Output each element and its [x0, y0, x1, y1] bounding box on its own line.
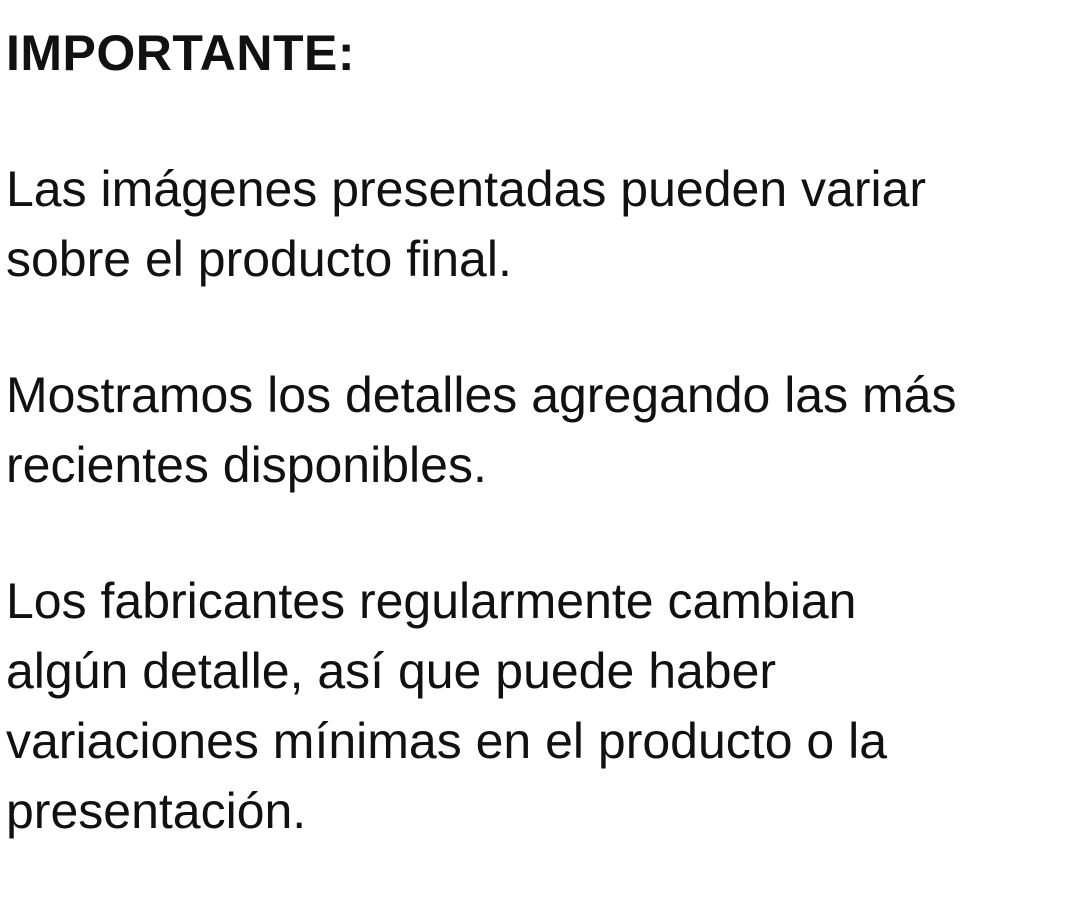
paragraph-manufacturer-changes [6, 566, 1069, 846]
text-line: Mostramos los detalles agregando las más [6, 367, 957, 423]
text-line: algún detalle, así que puede haber [6, 643, 777, 699]
paragraph-image-variation [6, 154, 1069, 294]
text-line: sobre el producto final. [6, 231, 512, 287]
text-line: variaciones mínimas en el producto o la [6, 713, 888, 769]
text-line: Las imágenes presentadas pueden variar [6, 161, 927, 217]
text-line: presentación. [6, 783, 307, 839]
paragraph-details-shown [6, 360, 1069, 500]
notice-heading: IMPORTANTE: [6, 25, 355, 81]
text-line: recientes disponibles. [6, 437, 487, 493]
text-line: Los fabricantes regularmente cambian [6, 573, 857, 629]
